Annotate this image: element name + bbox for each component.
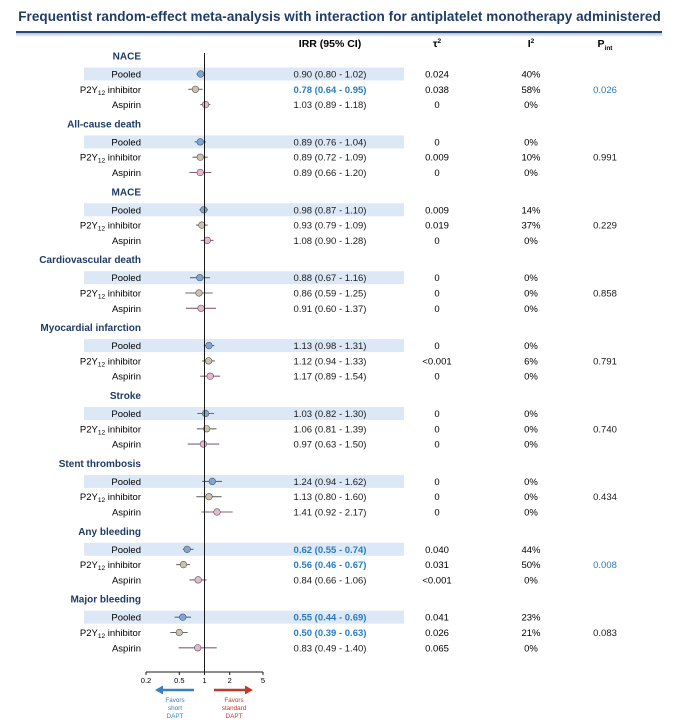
x-tick-label: 2 [227,676,232,685]
x-tick-label: 5 [260,676,266,685]
row-label-pooled: Pooled [111,137,141,149]
i2-value: 10% [521,152,541,164]
favors-standard-arrow-head [245,686,253,695]
point-marker [206,493,213,500]
pint-value: 0.008 [593,560,617,572]
tau2-value: 0 [434,235,440,247]
group-title: Myocardial infarction [40,323,141,335]
tau2-value: 0 [434,303,440,315]
row-label-p2y12: $P2Y_{12}$ inhibitor [79,628,141,640]
row-label-p2y12: $P2Y_{12}$ inhibitor [79,84,141,97]
i2-value: 21% [521,628,541,639]
tau2-header-sup: 2 [437,38,442,45]
irr-value: 1.03 (0.82 - 1.30) [293,409,367,420]
point-marker [192,86,199,93]
tau2-value: 0 [434,168,440,179]
irr-value: 1.08 (0.90 - 1.28) [293,235,367,247]
favors-standard-label: Favors [224,697,244,704]
x-tick-label: 1 [202,676,207,685]
group-title: Any bleeding [78,526,141,538]
point-marker [200,441,207,448]
irr-value: 1.24 (0.94 - 1.62) [293,476,367,488]
i2-value: 0% [524,100,538,112]
row-label-pooled: Pooled [111,409,141,420]
favors-standard-label: DAPT [225,713,243,720]
irr-value: 0.97 (0.63 - 1.50) [293,439,367,451]
i2-value: 0% [524,476,538,488]
irr-value: 0.84 (0.66 - 1.06) [293,575,367,587]
tau2-value: 0 [434,439,440,451]
irr-value: 1.41 (0.92 - 2.17) [293,507,367,519]
i2-value: 0% [524,371,538,383]
row-label-aspirin: Aspirin [111,439,141,451]
favors-short-label: Favors [165,697,185,704]
row-label-p2y12: $P2Y_{12}$ inhibitor [79,152,141,165]
pint-value: 0.083 [593,628,617,639]
tau2-value: 0.024 [425,69,449,81]
tau2-value: 0 [434,507,440,519]
tau2-value: 0 [434,371,440,383]
i2-value: 37% [521,220,541,232]
pint-value: 0.991 [593,152,617,164]
row-label-pooled: Pooled [111,476,141,488]
tau2-header-base: τ [432,38,438,50]
page-title: Frequentist random-effect meta-analysis with interaction for antiplatelet monotherapy administered [18,9,661,24]
row-label-aspirin: Aspirin [111,507,141,519]
tau2-value: 0.041 [425,612,449,624]
point-marker [202,410,209,417]
pint-header-base: P [597,38,605,50]
tau2-value: 0.065 [425,643,449,655]
i2-value: 0% [524,409,538,420]
row-label-p2y12: $P2Y_{12}$ inhibitor [79,356,141,369]
irr-value: 1.17 (0.89 - 1.54) [293,371,367,383]
irr-value: 1.12 (0.94 - 1.33) [293,356,367,368]
pint-value: 0.740 [593,424,617,436]
i2-header-base: I [527,38,531,50]
row-label-p2y12: $P2Y_{12}$ inhibitor [79,492,141,505]
i2-value: 0% [524,439,538,451]
favors-short-label: DAPT [166,713,184,720]
irr-value: 0.78 (0.64 - 0.95) [293,84,367,96]
tau2-value: 0.040 [425,544,449,556]
irr-value: 0.56 (0.46 - 0.67) [293,560,367,572]
tau2-value: 0 [434,476,440,488]
row-label-pooled: Pooled [111,544,141,556]
point-marker [194,645,201,652]
group-title: Stroke [109,391,141,402]
row-label-aspirin: Aspirin [111,371,141,383]
i2-value: 0% [524,507,538,519]
tau2-value: 0 [434,273,440,285]
favors-standard-label: standard [221,705,247,712]
tau2-value: 0 [434,288,440,300]
i2-value: 0% [524,137,538,149]
point-marker [207,373,214,380]
tau2-value: <0.001 [422,356,452,368]
i2-value: 0% [524,492,538,504]
tau2-value: 0.031 [425,560,449,572]
i2-header-sup: 2 [530,38,535,45]
pint-value: 0.791 [593,356,617,368]
pint-header-sub: int [604,45,613,52]
tau2-value: 0.019 [425,220,449,232]
irr-value: 0.89 (0.72 - 1.09) [293,152,367,164]
group-title: Major bleeding [70,594,141,606]
point-marker [200,207,207,214]
tau2-value: 0 [434,137,440,149]
group-title: Cardiovascular death [39,255,141,267]
irr-value: 0.91 (0.60 - 1.37) [293,303,367,315]
row-label-pooled: Pooled [111,69,141,81]
i2-value: 0% [524,575,538,587]
group-title: NACE [112,51,141,63]
pint-value: 0.858 [593,288,617,300]
row-label-aspirin: Aspirin [111,168,141,179]
irr-value: 0.90 (0.80 - 1.02) [293,69,367,81]
point-marker [197,71,204,78]
tau2-value: 0 [434,100,440,112]
point-marker [214,509,221,516]
i2-value: 40% [521,69,541,81]
i2-value: 0% [524,424,538,436]
tau2-value: 0 [434,409,440,420]
point-marker [197,139,204,146]
tau2-value: 0 [434,492,440,504]
point-marker [195,577,202,584]
i2-value: 0% [524,288,538,300]
pint-value: 0.026 [593,84,617,96]
row-label-p2y12: $P2Y_{12}$ inhibitor [79,424,141,437]
irr-value: 1.03 (0.89 - 1.18) [293,100,367,112]
tau2-value: 0.038 [425,84,449,96]
tau2-value: 0 [434,424,440,436]
point-marker [184,546,191,553]
point-marker [206,342,213,349]
irr-value: 0.89 (0.66 - 1.20) [293,168,367,179]
i2-value: 50% [521,560,541,572]
row-label-aspirin: Aspirin [111,643,141,655]
row-label-aspirin: Aspirin [111,235,141,247]
i2-value: 0% [524,168,538,179]
row-label-aspirin: Aspirin [111,303,141,315]
irr-value: 0.50 (0.39 - 0.63) [293,628,367,639]
favors-short-label: short [168,705,182,712]
i2-value: 6% [524,356,538,368]
pint-column-header [598,38,614,52]
tau2-value: 0.009 [425,205,449,217]
group-title: MACE [111,187,141,199]
point-marker [197,274,204,281]
irr-value: 0.55 (0.44 - 0.69) [293,612,367,624]
row-label-pooled: Pooled [111,341,141,353]
favors-short-arrow-head [155,686,163,695]
row-label-p2y12: $P2Y_{12}$ inhibitor [79,288,141,301]
tau2-column-header [433,38,442,50]
irr-value: 0.62 (0.55 - 0.74) [293,544,367,556]
row-label-p2y12: $P2Y_{12}$ inhibitor [79,560,141,573]
i2-value: 58% [521,84,541,96]
row-label-aspirin: Aspirin [111,100,141,112]
irr-value: 0.88 (0.67 - 1.16) [293,273,367,285]
pint-value: 0.229 [593,220,617,232]
row-label-p2y12: $P2Y_{12}$ inhibitor [79,220,141,233]
x-tick-label: 0.5 [174,676,185,685]
group-title: Stent thrombosis [58,458,141,470]
point-marker [205,358,212,365]
irr-value: 0.89 (0.76 - 1.04) [293,137,367,149]
i2-value: 14% [521,205,541,217]
irr-column-header: IRR (95% CI) [298,38,362,50]
point-marker [197,169,204,176]
group-title: All-cause death [67,119,141,131]
tau2-value: 0.009 [425,152,449,164]
irr-value: 0.86 (0.59 - 1.25) [293,288,367,300]
row-label-pooled: Pooled [111,612,141,624]
point-marker [209,478,216,485]
row-label-pooled: Pooled [111,205,141,217]
irr-value: 1.06 (0.81 - 1.39) [293,424,367,436]
i2-value: 0% [524,341,538,353]
i2-value: 0% [524,643,538,655]
point-marker [202,101,209,108]
point-marker [179,614,186,621]
i2-value: 44% [521,544,541,556]
point-marker [196,290,203,297]
row-label-pooled: Pooled [111,273,141,285]
row-label-aspirin: Aspirin [111,575,141,587]
point-marker [180,561,187,568]
point-marker [197,154,204,161]
i2-value: 0% [524,303,538,315]
irr-value: 0.98 (0.87 - 1.10) [293,205,367,217]
point-marker [198,305,205,312]
i2-value: 0% [524,273,538,285]
forest-rows [39,52,617,655]
i2-value: 23% [521,612,541,624]
irr-value: 1.13 (0.98 - 1.31) [293,341,367,353]
point-marker [176,629,183,636]
irr-value: 0.83 (0.49 - 1.40) [293,643,367,655]
tau2-value: 0.026 [425,628,449,639]
tau2-value: <0.001 [422,575,452,587]
irr-value: 0.93 (0.79 - 1.09) [293,220,367,232]
tau2-value: 0 [434,341,440,353]
i2-value: 0% [524,235,538,247]
x-tick-label: 0.2 [140,676,152,685]
irr-value: 1.13 (0.80 - 1.60) [293,492,367,504]
pint-value: 0.434 [593,492,617,504]
i2-column-header [528,38,535,50]
